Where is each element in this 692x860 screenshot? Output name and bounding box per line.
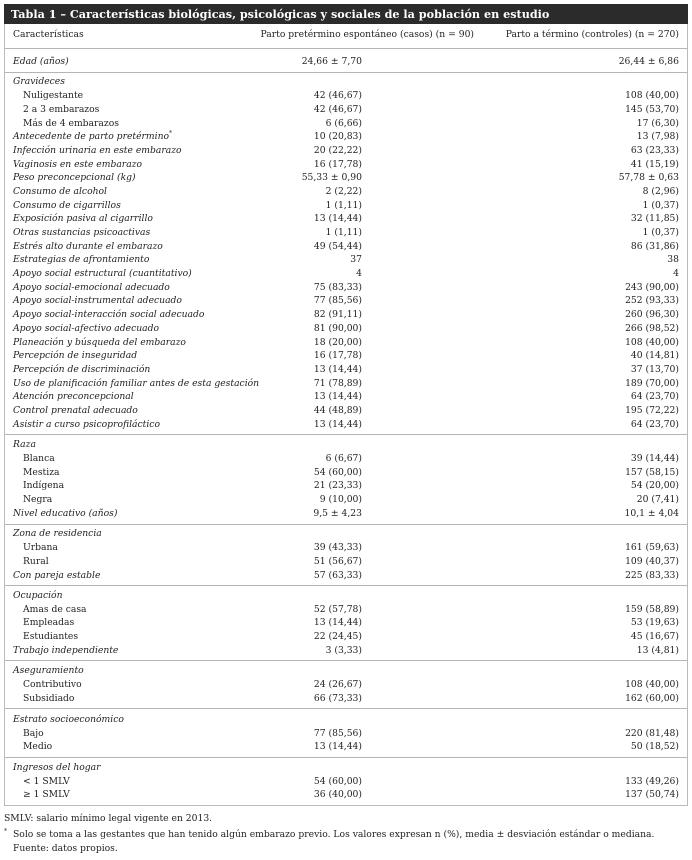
- table-row: [5, 377, 687, 391]
- row-label: Uso de planificación familiar antes de esta gestación: [13, 378, 260, 389]
- row-label: Aseguramiento: [13, 665, 84, 676]
- group-heading: [5, 527, 687, 541]
- row-label: Infección urinaria en este embarazo: [13, 145, 182, 156]
- cases-value: 75 (83,33): [313, 282, 362, 293]
- table-row: [5, 117, 687, 131]
- cases-value: 6 (6,67): [325, 453, 362, 464]
- cases-value: 66 (73,33): [313, 693, 362, 704]
- cases-value: 3 (3,33): [325, 645, 362, 656]
- header-controls: Parto a término (controles) (n = 270): [505, 29, 679, 40]
- row-label: Empleadas: [23, 617, 75, 628]
- cases-value: 1 (1,11): [325, 200, 362, 211]
- cases-value: 24,66 ± 7,70: [301, 56, 362, 67]
- table-row: [5, 322, 687, 336]
- note-star-text: Solo se toma a las gestantes que han tenido algún embarazo previo. Los valores expresan n (%), media ± desviación estándar o mediana.: [13, 829, 655, 840]
- row-label: ≥ 1 SMLV: [23, 789, 70, 800]
- controls-value: 220 (81,48): [625, 728, 679, 739]
- table-row: [5, 616, 687, 630]
- table-row: [5, 185, 687, 199]
- cases-value: 82 (91,11): [313, 309, 362, 320]
- table-row: [5, 541, 687, 555]
- cases-value: 6 (6,66): [325, 118, 362, 129]
- table-row: [5, 281, 687, 295]
- group-heading: [5, 589, 687, 603]
- controls-value: 53 (19,63): [630, 617, 679, 628]
- controls-value: 63 (23,33): [630, 145, 679, 156]
- cases-value: 13 (14,44): [313, 419, 362, 430]
- row-label: Ingresos del hogar: [13, 762, 101, 773]
- table-figure: [4, 4, 688, 856]
- note-source: Fuente: datos propios.: [13, 843, 118, 854]
- table-row: [5, 363, 687, 377]
- row-label: Gravideces: [13, 76, 65, 87]
- cases-value: 2 (2,22): [325, 186, 362, 197]
- row-label: Apoyo social-afectivo adecuado: [13, 323, 160, 334]
- row-label: 2 a 3 embarazos: [23, 104, 100, 115]
- table-row: [5, 212, 687, 226]
- table-row: [5, 692, 687, 706]
- row-label-text: Antecedente de parto pretérmino: [13, 131, 170, 142]
- table-header-row: [5, 28, 687, 42]
- cases-value: 20 (22,22): [313, 145, 362, 156]
- controls-value: 13 (7,98): [636, 131, 679, 142]
- group-heading: [5, 75, 687, 89]
- controls-value: 133 (49,26): [625, 776, 679, 787]
- cases-value: 52 (57,78): [313, 604, 362, 615]
- row-label: Con pareja estable: [13, 570, 101, 581]
- table-row: [5, 55, 687, 69]
- header-characteristic: Características: [13, 29, 84, 40]
- data-table: [4, 24, 688, 806]
- table-row: [5, 507, 687, 521]
- controls-value: 86 (31,86): [630, 241, 679, 252]
- row-rule: [5, 434, 687, 435]
- controls-value: 57,78 ± 0,63: [618, 172, 679, 183]
- controls-value: 225 (83,33): [625, 570, 679, 581]
- cases-value: 22 (24,45): [313, 631, 362, 642]
- cases-value: 16 (17,78): [313, 159, 362, 170]
- table-row: [5, 727, 687, 741]
- row-label: Subsidiado: [23, 693, 75, 704]
- cases-value: 44 (48,89): [313, 405, 362, 416]
- cases-value: 24 (26,67): [313, 679, 362, 690]
- cases-value: 42 (46,67): [313, 104, 362, 115]
- table-row: [5, 171, 687, 185]
- footnote-marker: *: [169, 129, 173, 137]
- cases-value: 4: [356, 268, 362, 279]
- row-label: Urbana: [23, 542, 58, 553]
- table-row: [5, 678, 687, 692]
- row-label: Contributivo: [23, 679, 82, 690]
- row-label: Más de 4 embarazos: [23, 118, 119, 129]
- cases-value: 9 (10,00): [319, 494, 362, 505]
- header-cases: Parto pretérmino espontáneo (casos) (n = 90): [260, 29, 474, 40]
- cases-value: 16 (17,78): [313, 350, 362, 361]
- controls-value: 195 (72,22): [625, 405, 679, 416]
- row-label: Peso preconcepcional (kg): [13, 172, 136, 183]
- row-label: Estudiantes: [23, 631, 79, 642]
- table-row: [5, 479, 687, 493]
- table-row: [5, 199, 687, 213]
- row-label: Vaginosis en este embarazo: [13, 159, 143, 170]
- row-label-text: *: [4, 827, 7, 835]
- table-row: [5, 308, 687, 322]
- cases-value: 71 (78,89): [313, 378, 362, 389]
- group-heading: [5, 664, 687, 678]
- controls-value: 137 (50,74): [625, 789, 679, 800]
- table-row: [5, 466, 687, 480]
- table-row: [5, 404, 687, 418]
- row-label: Estrategias de afrontamiento: [13, 254, 150, 265]
- row-label: Consumo de alcohol: [13, 186, 107, 197]
- controls-value: 108 (40,00): [625, 90, 679, 101]
- table-row: [5, 240, 687, 254]
- row-rule: [5, 660, 687, 661]
- row-rule: [5, 708, 687, 709]
- row-label: Estrato socioeconómico: [13, 714, 124, 725]
- cases-value: 54 (60,00): [313, 467, 362, 478]
- controls-value: 40 (14,81): [630, 350, 679, 361]
- cases-value: 21 (23,33): [313, 480, 362, 491]
- table-title: Tabla 1 – Características biológicas, psicológicas y sociales de la población en estudio: [4, 4, 688, 24]
- row-label: Ocupación: [13, 590, 63, 601]
- controls-value: 159 (58,89): [625, 604, 679, 615]
- row-rule: [5, 72, 687, 73]
- row-label: Trabajo independiente: [13, 645, 119, 656]
- controls-value: 8 (2,96): [642, 186, 679, 197]
- table-row: [5, 349, 687, 363]
- controls-value: 108 (40,00): [625, 679, 679, 690]
- controls-value: 39 (14,44): [630, 453, 679, 464]
- cases-value: 77 (85,56): [313, 728, 362, 739]
- controls-value: 64 (23,70): [630, 419, 679, 430]
- table-row: [5, 130, 687, 144]
- cases-value: 77 (85,56): [313, 295, 362, 306]
- table-row: [5, 267, 687, 281]
- cases-value: 37: [350, 254, 362, 265]
- controls-value: 189 (70,00): [625, 378, 679, 389]
- controls-value: 145 (53,70): [625, 104, 679, 115]
- controls-value: 10,1 ± 4,04: [624, 508, 679, 519]
- row-label: Indígena: [23, 480, 65, 491]
- cases-value: 51 (56,67): [313, 556, 362, 567]
- table-row: [5, 775, 687, 789]
- row-label: Asistir a curso psicoprofiláctico: [13, 419, 160, 430]
- table-row: [5, 253, 687, 267]
- row-label: Control prenatal adecuado: [13, 405, 138, 416]
- controls-value: 108 (40,00): [625, 337, 679, 348]
- table-row: [5, 103, 687, 117]
- table-row: [5, 569, 687, 583]
- cases-value: 13 (14,44): [313, 617, 362, 628]
- controls-value: 20 (7,41): [636, 494, 679, 505]
- controls-value: 32 (11,85): [630, 213, 679, 224]
- header-rule: [5, 48, 687, 49]
- group-heading: [5, 438, 687, 452]
- cases-value: 81 (90,00): [313, 323, 362, 334]
- table-row: [5, 144, 687, 158]
- controls-value: 45 (16,67): [630, 631, 679, 642]
- table-row: [5, 603, 687, 617]
- row-label: < 1 SMLV: [23, 776, 70, 787]
- controls-value: 243 (90,00): [625, 282, 679, 293]
- table-row: [5, 555, 687, 569]
- table-row: [5, 644, 687, 658]
- cases-value: 54 (60,00): [313, 776, 362, 787]
- row-label: Bajo: [23, 728, 44, 739]
- row-label: Mestiza: [23, 467, 60, 478]
- row-label: Medio: [23, 741, 53, 752]
- row-label: Rural: [23, 556, 49, 567]
- controls-value: 161 (59,63): [625, 542, 679, 553]
- table-row: [5, 630, 687, 644]
- cases-value: 57 (63,33): [313, 570, 362, 581]
- controls-value: 37 (13,70): [630, 364, 679, 375]
- table-row: [5, 294, 687, 308]
- controls-value: 64 (23,70): [630, 391, 679, 402]
- controls-value: 109 (40,37): [625, 556, 679, 567]
- row-label: Atención preconcepcional: [13, 391, 134, 402]
- row-rule: [5, 757, 687, 758]
- controls-value: 4: [673, 268, 679, 279]
- row-label: Edad (años): [13, 56, 69, 67]
- row-label: Nivel educativo (años): [13, 508, 118, 519]
- controls-value: 54 (20,00): [630, 480, 679, 491]
- controls-value: 38: [667, 254, 679, 265]
- cases-value: 10 (20,83): [313, 131, 362, 142]
- cases-value: 55,33 ± 0,90: [301, 172, 362, 183]
- cases-value: 18 (20,00): [313, 337, 362, 348]
- table-row: [5, 788, 687, 802]
- row-label: Apoyo social-interacción social adecuado: [13, 309, 205, 320]
- row-label: Estrés alto durante el embarazo: [13, 241, 163, 252]
- cases-value: 13 (14,44): [313, 213, 362, 224]
- cases-value: 13 (14,44): [313, 364, 362, 375]
- row-label: Exposición pasiva al cigarrillo: [13, 213, 153, 224]
- row-label: Apoyo social-instrumental adecuado: [13, 295, 182, 306]
- row-label: Blanca: [23, 453, 55, 464]
- cases-value: 9,5 ± 4,23: [313, 508, 362, 519]
- controls-value: 13 (4,81): [636, 645, 679, 656]
- row-label: Percepción de inseguridad: [13, 350, 138, 361]
- cases-value: 39 (43,33): [313, 542, 362, 553]
- table-row: [5, 336, 687, 350]
- row-label: Apoyo social estructural (cuantitativo): [13, 268, 192, 279]
- cases-value: 49 (54,44): [313, 241, 362, 252]
- cases-value: 13 (14,44): [313, 391, 362, 402]
- row-label: Percepción de discriminación: [13, 364, 151, 375]
- note-star-marker: [4, 828, 7, 842]
- row-label: Planeación y búsqueda del embarazo: [13, 337, 186, 348]
- group-heading: [5, 761, 687, 775]
- controls-value: 1 (0,37): [642, 227, 679, 238]
- cases-value: 13 (14,44): [313, 741, 362, 752]
- controls-value: 157 (58,15): [625, 467, 679, 478]
- row-rule: [5, 524, 687, 525]
- row-label: Raza: [13, 439, 36, 450]
- row-label: [13, 130, 172, 144]
- cases-value: 42 (46,67): [313, 90, 362, 101]
- row-label: Nuligestante: [23, 90, 84, 101]
- controls-value: 162 (60,00): [625, 693, 679, 704]
- group-heading: [5, 713, 687, 727]
- controls-value: 1 (0,37): [642, 200, 679, 211]
- controls-value: 17 (6,30): [636, 118, 679, 129]
- table-row: [5, 226, 687, 240]
- controls-value: 252 (93,33): [625, 295, 679, 306]
- table-row: [5, 158, 687, 172]
- controls-value: 260 (96,30): [625, 309, 679, 320]
- note-smlv: SMLV: salario mínimo legal vigente en 2013.: [4, 813, 213, 824]
- controls-value: 50 (18,52): [630, 741, 679, 752]
- table-row: [5, 89, 687, 103]
- row-label: Apoyo social-emocional adecuado: [13, 282, 170, 293]
- table-row: [5, 493, 687, 507]
- table-row: [5, 418, 687, 432]
- row-rule: [5, 585, 687, 586]
- row-label: Zona de residencia: [13, 528, 102, 539]
- row-label: Otras sustancias psicoactivas: [13, 227, 151, 238]
- row-label: Consumo de cigarrillos: [13, 200, 121, 211]
- row-label: Negra: [23, 494, 53, 505]
- table-row: [5, 390, 687, 404]
- controls-value: 41 (15,19): [630, 159, 679, 170]
- controls-value: 26,44 ± 6,86: [618, 56, 679, 67]
- cases-value: 1 (1,11): [325, 227, 362, 238]
- table-row: [5, 740, 687, 754]
- row-label: Amas de casa: [23, 604, 87, 615]
- controls-value: 266 (98,52): [625, 323, 679, 334]
- table-row: [5, 452, 687, 466]
- cases-value: 36 (40,00): [313, 789, 362, 800]
